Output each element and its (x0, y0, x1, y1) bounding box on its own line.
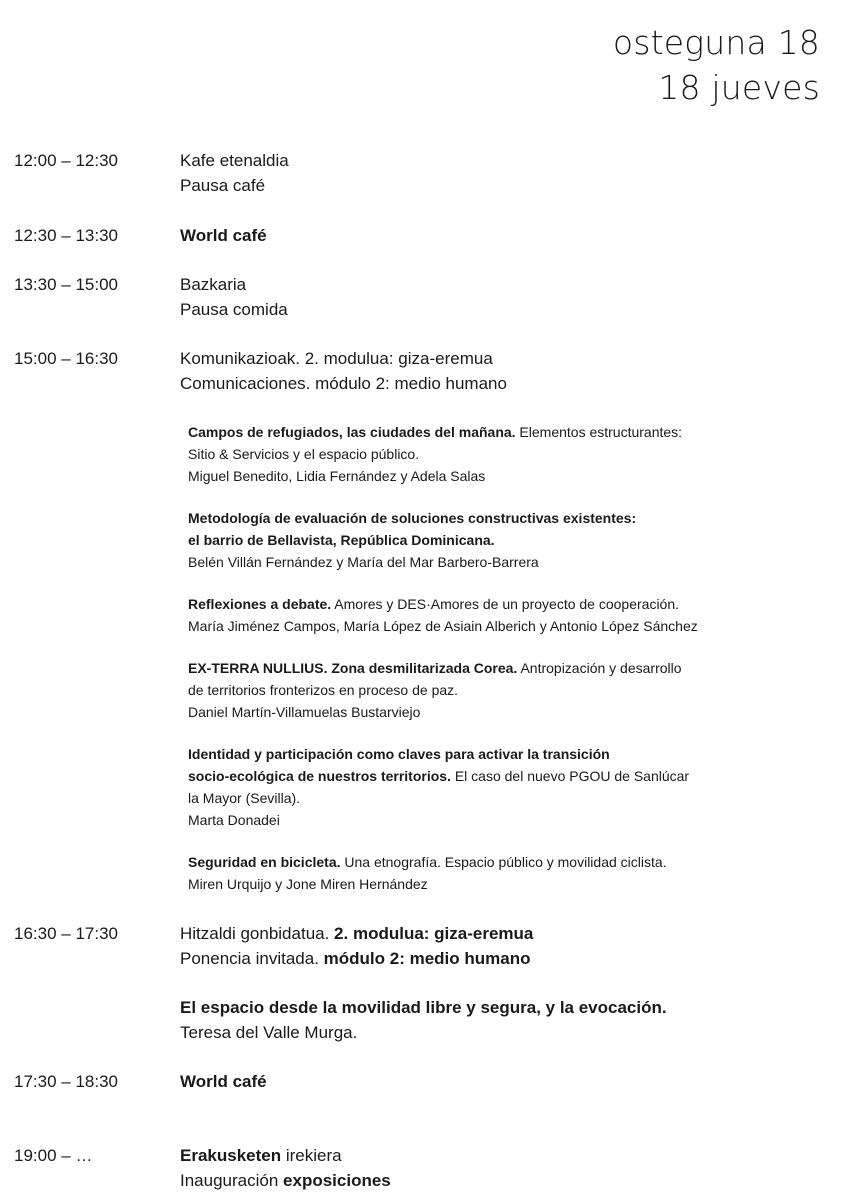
slot-1730-entry (180, 1069, 267, 1094)
paper-5 (188, 743, 689, 831)
slot-1630-entry (180, 921, 533, 971)
paper-5-authors: Marta Donadei (188, 812, 280, 828)
paper-4-title: EX-TERRA NULLIUS. Zona desmilitarizada Corea. (188, 660, 518, 676)
paper-1 (188, 421, 682, 487)
paper-6-subtitle: Una etnografía. Espacio público y movilidad ciclista. (340, 854, 667, 870)
paper-1-title: Campos de refugiados, las ciudades del mañana. (188, 424, 516, 440)
slot-1630-basque-label: Hitzaldi gonbidatua. (180, 924, 335, 943)
slot-1200-spanish: Pausa café (180, 176, 266, 195)
paper-4-subtitle: Antropización y desarrollo (517, 660, 682, 676)
paper-2-title-line2: el barrio de Bellavista, República Dominicana. (188, 532, 495, 548)
slot-1630-spanish-label: Ponencia invitada. (180, 949, 324, 968)
slot-time-1330: 13:30 – 15:00 (14, 275, 118, 294)
slot-1900-spanish-bold: exposiciones (283, 1171, 391, 1190)
slot-1230-title: World café (180, 226, 267, 245)
paper-3-subtitle: Amores y DES·Amores de un proyecto de cooperación. (331, 596, 680, 612)
paper-1-authors: Miguel Benedito, Lidia Fernández y Adela Salas (188, 468, 486, 484)
slot-1900-basque-bold: Erakusketen (180, 1146, 282, 1165)
slot-1200-entry (180, 148, 289, 198)
day-title-spanish: 18 jueves (658, 68, 820, 107)
slot-1730-title: World café (180, 1072, 267, 1091)
paper-2-title-line1: Metodología de evaluación de soluciones constructivas existentes: (188, 510, 637, 526)
invited-talk-title: El espacio desde la movilidad libre y segura, y la evocación. (180, 998, 667, 1017)
slot-1500-basque: Komunikazioak. 2. modulua: giza-eremua (180, 349, 493, 368)
paper-5-subtitle: El caso del nuevo PGOU de Sanlúcar (450, 768, 690, 784)
invited-talk (180, 995, 667, 1045)
paper-6-title: Seguridad en bicicleta. (188, 854, 341, 870)
slot-1330-basque: Bazkaria (180, 275, 247, 294)
slot-time-1200: 12:00 – 12:30 (14, 151, 118, 170)
paper-4 (188, 657, 682, 723)
day-title-basque: osteguna 18 (612, 23, 820, 62)
paper-3 (188, 593, 698, 637)
slot-1630-spanish-module: módulo 2: medio humano (323, 949, 531, 968)
slot-1630-basque-module: 2. modulua: giza-eremua (334, 924, 534, 943)
paper-4-line2: de territorios fronterizos en proceso de paz. (188, 682, 459, 698)
day-header (613, 20, 820, 110)
paper-6 (188, 851, 667, 895)
paper-2-authors: Belén Villán Fernández y María del Mar Barbero-Barrera (188, 554, 539, 570)
paper-3-authors: María Jiménez Campos, María López de Asiain Alberich y Antonio López Sánchez (188, 618, 698, 634)
paper-1-subtitle: Elementos estructurantes: (515, 424, 683, 440)
paper-4-authors: Daniel Martín-Villamuelas Bustarviejo (188, 704, 421, 720)
paper-3-title: Reflexiones a debate. (188, 596, 332, 612)
slot-1200-basque: Kafe etenaldia (180, 151, 289, 170)
paper-2 (188, 507, 636, 573)
slot-1330-spanish: Pausa comida (180, 300, 288, 319)
slot-1500-spanish: Comunicaciones. módulo 2: medio humano (180, 374, 507, 393)
slot-1500-entry (180, 346, 507, 396)
paper-6-authors: Miren Urquijo y Jone Miren Hernández (188, 876, 428, 892)
slot-1230-entry (180, 223, 267, 248)
slot-time-1730: 17:30 – 18:30 (14, 1072, 118, 1091)
paper-5-title-line1: Identidad y participación como claves para activar la transición (188, 746, 610, 762)
slot-time-1230: 12:30 – 13:30 (14, 226, 118, 245)
slot-time-1900: 19:00 – … (14, 1146, 93, 1165)
slot-time-1630: 16:30 – 17:30 (14, 924, 118, 943)
slot-1330-entry (180, 272, 288, 322)
slot-1900-entry (180, 1143, 391, 1193)
slot-1900-basque-rest: irekiera (281, 1146, 342, 1165)
slot-1900-spanish-rest: Inauguración (180, 1171, 284, 1190)
paper-1-line2: Sitio & Servicios y el espacio público. (188, 446, 420, 462)
slot-time-1500: 15:00 – 16:30 (14, 349, 118, 368)
paper-5-title-line2: socio-ecológica de nuestros territorios. (188, 768, 451, 784)
paper-5-line3: la Mayor (Sevilla). (188, 790, 301, 806)
invited-talk-speaker: Teresa del Valle Murga. (180, 1023, 358, 1042)
